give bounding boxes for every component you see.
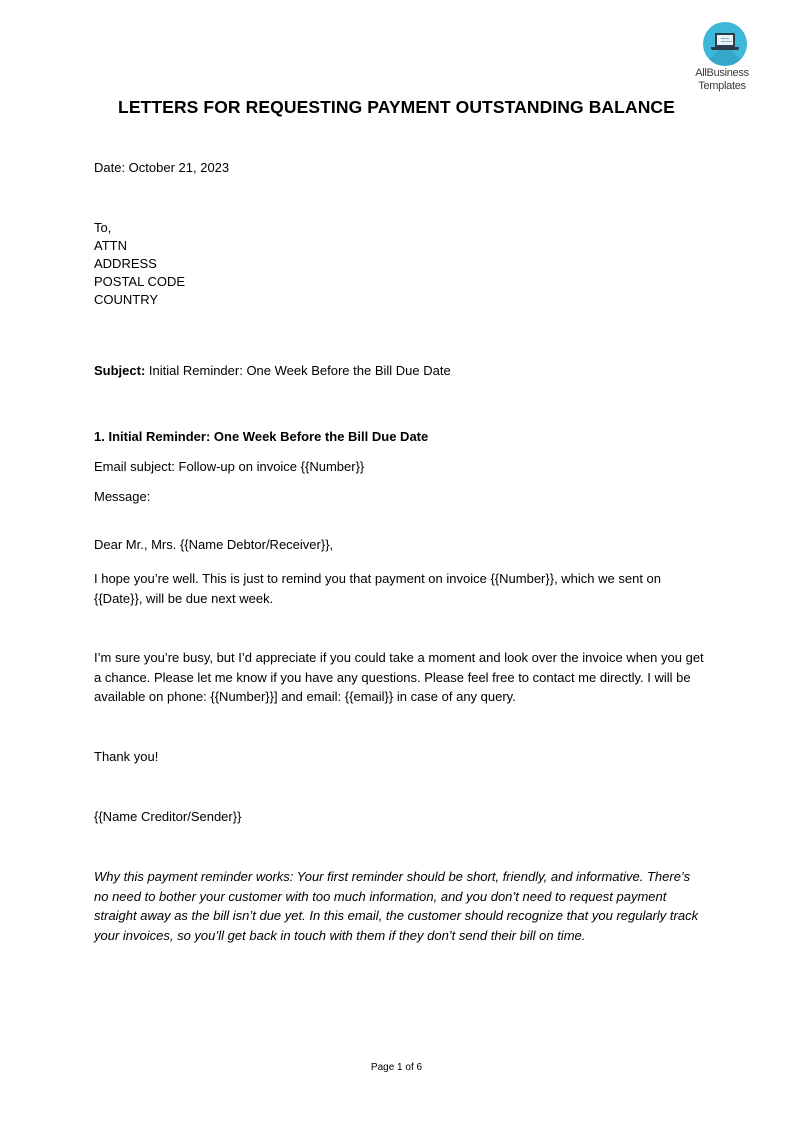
body-paragraph-1: I hope you’re well. This is just to remind you that payment on invoice {{Number}}, which we sent on {{Date}}, will be due next week.	[94, 571, 662, 606]
laptop-icon	[715, 33, 735, 47]
recipient-address: ADDRESS	[94, 256, 157, 271]
recipient-postal-code: POSTAL CODE	[94, 274, 186, 289]
page-indicator: Page 1 of 6	[370, 1062, 423, 1073]
logo-text-line2: Templates	[698, 80, 746, 92]
signature: {{Name Creditor/Sender}}	[94, 809, 242, 824]
letter-date: Date: October 21, 2023	[94, 160, 230, 175]
allbusiness-templates-logo	[690, 22, 760, 92]
logo-text-line1: AllBusiness	[695, 67, 749, 79]
closing: Thank you!	[94, 749, 159, 764]
salutation: Dear Mr., Mrs. {{Name Debtor/Receiver}},	[94, 537, 334, 552]
section-heading: 1. Initial Reminder: One Week Before the Bill Due Date	[94, 429, 429, 444]
recipient-country: COUNTRY	[94, 292, 159, 307]
subject-line	[94, 361, 451, 381]
document-title: LETTERS FOR REQUESTING PAYMENT OUTSTANDING BALANCE	[118, 97, 675, 117]
message-label: Message:	[94, 489, 151, 504]
subject-label: Subject:	[94, 363, 146, 378]
body-paragraph-2: I’m sure you’re busy, but I’d appreciate if you could take a moment and look over the invoice when you get a chance. Please let me know if you have any questions. Please feel free to contact me directly. I will be available on phone: {{Number}}] and email: {{email}} in case of any query.	[94, 650, 704, 704]
recipient-attn: ATTN	[94, 238, 127, 253]
email-subject: Email subject: Follow-up on invoice {{Number}}	[94, 459, 365, 474]
logo-badge	[703, 22, 747, 66]
explanation-note: Why this payment reminder works: Your first reminder should be short, friendly, and informative. There’s no need to bother your customer with too much information, and you don’t need to request payment straight away as the bill isn’t due yet. In this email, the customer should recognize that you regularly track your invoices, so you’ll get back in touch with them if they don’t send their bill on time.	[94, 869, 699, 943]
subject-text: Initial Reminder: One Week Before the Bill Due Date	[145, 363, 451, 378]
recipient-to: To,	[94, 220, 112, 235]
